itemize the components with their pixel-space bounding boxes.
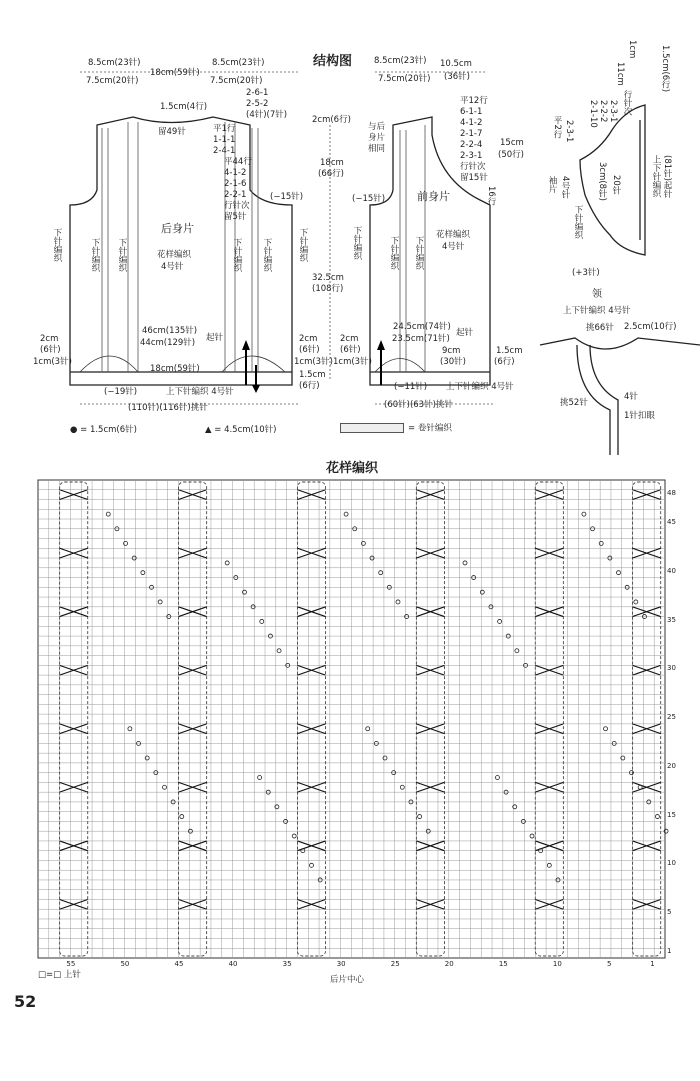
mid-height3: 32.5cm	[312, 273, 344, 283]
chart-yarn-over	[158, 600, 162, 604]
chart-cable-cross	[179, 665, 207, 675]
chart-cable-cross	[60, 724, 88, 734]
chart-yarn-over	[366, 727, 370, 731]
chart-yarn-over	[634, 600, 638, 604]
chart-cable-cross	[60, 841, 88, 851]
front-width23: 23.5cm(71针)	[392, 334, 450, 344]
front-piece-name: 前身片	[417, 190, 450, 203]
chart-cable-cross	[297, 607, 325, 617]
front-hem-sub: (6针)	[340, 345, 361, 355]
back-hem-left-sub2: 1cm(3针)	[33, 357, 72, 367]
sleeve-inc: (+3针)	[572, 268, 600, 278]
back-shoulder-right: 8.5cm(23针)	[212, 58, 265, 68]
front-neck-dec-4: 2-2-4	[460, 140, 483, 150]
chart-yarn-over	[400, 785, 404, 789]
chart-cable-cross	[416, 548, 444, 558]
sleeve-down: 下针编织	[573, 205, 583, 239]
chart-cable-cross	[60, 548, 88, 558]
chart-cable-cross	[633, 782, 661, 792]
back-down-left2: 下针编织	[117, 238, 127, 272]
mid-height3-sub: (108行)	[312, 284, 344, 294]
front-pick: (60针)(63针)挑针	[384, 400, 453, 410]
chart-cable-cross	[297, 665, 325, 675]
collar-pick: 挑66针	[586, 323, 614, 333]
chart-cable-cross	[416, 665, 444, 675]
chart-yarn-over	[277, 649, 281, 653]
chart-cable-cross	[179, 548, 207, 558]
front-side-dec: (−15针)	[352, 194, 386, 204]
front-neck-sub: (36针)	[444, 72, 470, 82]
front-neck-h: 15cm	[500, 138, 524, 148]
chart-yarn-over	[547, 863, 551, 867]
front-down-outer: 下针编织	[352, 226, 362, 260]
chart-cable-cross	[60, 490, 88, 500]
back-down-right: 下针编织	[262, 238, 272, 272]
sleeve-stitches: 3cm(8针)	[597, 162, 607, 201]
front-width9: 9cm	[442, 346, 461, 356]
back-flat1: 平1行	[213, 124, 236, 134]
front-pattern: 花样编织	[436, 230, 471, 240]
back-neck-leave: 留49针	[158, 127, 186, 137]
front-neck-rows: 16行	[486, 186, 496, 206]
chart-yarn-over	[260, 619, 264, 623]
back-piece-name: 后身片	[161, 222, 194, 235]
back-side-dec: (−15针)	[270, 192, 304, 202]
back-shoulder-right-sub: 7.5cm(20针)	[210, 76, 263, 86]
chart-cable-cross	[633, 548, 661, 558]
chart-yarn-over	[145, 756, 149, 760]
chart-yarn-over	[498, 619, 502, 623]
chart-yarn-over	[310, 863, 314, 867]
sleeve-note: 行针次	[622, 90, 632, 116]
back-inc: (−19针)	[104, 387, 138, 397]
chart-col-label: 55	[66, 960, 76, 968]
chart-cable-cross	[633, 724, 661, 734]
chart-cable-cross	[297, 548, 325, 558]
chart-yarn-over	[344, 512, 348, 516]
chart-yarn-over	[655, 815, 659, 819]
collar-width: 2.5cm(10行)	[624, 322, 677, 332]
chart-yarn-over	[383, 756, 387, 760]
chart-row-label: 40	[667, 566, 676, 575]
chart-yarn-over	[361, 541, 365, 545]
back-rib: 上下针编织 4号针	[166, 387, 234, 397]
front-neck-dec-1: 6-1-1	[460, 107, 483, 117]
chart-cable-cross	[416, 782, 444, 792]
chart-yarn-over	[530, 834, 534, 838]
chart-yarn-over	[106, 512, 110, 516]
chart-yarn-over	[513, 805, 517, 809]
chart-cable-cross	[297, 782, 325, 792]
front-neck-dec-3: 2-1-7	[460, 129, 483, 139]
back-arm-note: 行针次	[224, 201, 250, 211]
chart-cable-cross	[60, 899, 88, 909]
chart-col-label: 50	[120, 960, 130, 968]
chart-yarn-over	[225, 561, 229, 565]
back-neck-dec-3: (4针)(7针)	[246, 110, 288, 120]
front-bottom-r-sub: (6行)	[494, 357, 515, 367]
collar-rib: 上下针编织 4号针	[563, 306, 631, 316]
chart-cable-cross	[535, 490, 563, 500]
sleeve-side: 1.5cm(6行)	[660, 45, 670, 93]
front-neck-dec-2: 4-1-2	[460, 118, 483, 128]
back-neck-dec-2: 2-5-2	[246, 99, 269, 109]
back-width46: 46cm(135针)	[142, 326, 198, 336]
chart-row-label: 10	[667, 859, 676, 868]
chart-yarn-over	[480, 590, 484, 594]
sleeve-dec-3: 2-2-2	[598, 100, 608, 123]
chart-col-label: 20	[444, 960, 454, 968]
collar-buttonhole: 1针扣眼	[624, 411, 655, 421]
chart-cable-cross	[633, 665, 661, 675]
front-inc: (−11针)	[394, 382, 428, 392]
back-dec1-b: 2-4-1	[213, 146, 236, 156]
chart-cable-cross	[416, 607, 444, 617]
back-hem-right-sub2: 1cm(3针)	[294, 357, 333, 367]
sleeve-flat: 平2行	[552, 116, 562, 139]
back-pattern: 花样编织	[157, 250, 192, 260]
back-down-right2: 下针编织	[232, 238, 242, 272]
chart-cable-cross	[535, 665, 563, 675]
back-start: 起针	[206, 333, 224, 343]
collar-left-pick: 挑52针	[560, 398, 588, 408]
chart-cable-cross	[60, 782, 88, 792]
back-hem-left: 2cm	[40, 334, 59, 344]
sleeve-top: 1cm	[627, 40, 637, 59]
mid-height2: 18cm	[320, 158, 344, 168]
structure-title: 结构图	[313, 54, 353, 69]
sleeve-rows20: 20针	[611, 175, 621, 195]
back-neck-width: 18cm(59针)	[150, 68, 200, 78]
back-arm-dec-3: 2-2-1	[224, 190, 247, 200]
chart-row-label: 30	[667, 664, 676, 673]
chart-cable-cross	[297, 490, 325, 500]
chart-yarn-over	[604, 727, 608, 731]
front-hem: 2cm	[340, 334, 359, 344]
chart-col-label: 45	[174, 960, 184, 968]
chart-yarn-over	[495, 776, 499, 780]
back-hem-right-sub: (6针)	[299, 345, 320, 355]
chart-cable-cross	[179, 899, 207, 909]
chart-row-label: 20	[667, 761, 676, 770]
mid-height2-sub: (66行)	[318, 169, 344, 179]
back-arm-dec-1: 4-1-2	[224, 168, 247, 178]
chart-cable-cross	[416, 899, 444, 909]
chart-yarn-over	[418, 815, 422, 819]
chart-cable-cross	[633, 899, 661, 909]
back-down-outer-right: 下针编织	[298, 228, 308, 262]
sleeve-rib-sub: (81针)起针	[662, 155, 672, 198]
chart-col-label: 30	[336, 960, 346, 968]
chart-row-label: 5	[667, 908, 672, 917]
front-width9-sub: (30针)	[440, 357, 466, 367]
chart-yarn-over	[379, 571, 383, 575]
front-needle: 4号针	[442, 242, 465, 252]
chart-row-label: 45	[667, 518, 676, 527]
back-shoulder-left: 8.5cm(23针)	[88, 58, 141, 68]
back-arm-leave: 留5针	[224, 212, 247, 222]
front-hem-sub2: 1cm(3针)	[333, 357, 372, 367]
chart-yarn-over	[242, 590, 246, 594]
chart-row-label: 15	[667, 810, 676, 819]
front-flat12: 平12行	[460, 96, 488, 106]
front-same-1: 与后	[368, 122, 386, 132]
chart-yarn-over	[396, 600, 400, 604]
sleeve-name: 袖片	[547, 176, 557, 193]
chart-cable-cross	[179, 841, 207, 851]
legend-roll-label: = 卷针编织	[408, 423, 452, 434]
sleeve-dec-1: 2-3-1	[564, 120, 574, 143]
chart-yarn-over	[599, 541, 603, 545]
page-number: 52	[14, 992, 37, 1011]
sleeve-top-rows: 11cm	[615, 62, 625, 86]
chart-yarn-over	[292, 834, 296, 838]
back-width44: 44cm(129针)	[140, 338, 196, 348]
chart-col-label: 35	[282, 960, 292, 968]
chart-yarn-over	[617, 571, 621, 575]
collar-name: 领	[592, 289, 602, 300]
front-down-2: 下针编织	[414, 236, 424, 270]
chart-row-label: 1	[667, 947, 672, 956]
sleeve-rib: 上下针编织	[651, 155, 661, 198]
chart-cable-cross	[60, 665, 88, 675]
back-bottom-width: 18cm(59针)	[150, 364, 200, 374]
chart-key: □=□ 上针	[38, 970, 81, 980]
back-neck-dec-1: 2-6-1	[246, 88, 269, 98]
chart-cable-cross	[535, 724, 563, 734]
chart-col-label: 1	[650, 960, 655, 968]
chart-col-label: 5	[606, 960, 612, 968]
chart-yarn-over	[582, 512, 586, 516]
sleeve-dec-4: 2-3-1	[608, 100, 618, 123]
chart-cable-cross	[179, 782, 207, 792]
chart-cable-cross	[179, 724, 207, 734]
front-neck-h-sub: (50行)	[498, 150, 524, 160]
chart-yarn-over	[515, 649, 519, 653]
chart-col-label: 15	[498, 960, 508, 968]
chart-cable-cross	[633, 841, 661, 851]
mid-bottom: 1.5cm	[299, 370, 326, 380]
front-down-1: 下针编织	[389, 236, 399, 270]
back-arm-dec-2: 2-1-6	[224, 179, 247, 189]
chart-cable-cross	[297, 724, 325, 734]
chart-yarn-over	[258, 776, 262, 780]
chart-cable-cross	[633, 607, 661, 617]
chart-title: 花样编织	[326, 461, 379, 476]
chart-yarn-over	[621, 756, 625, 760]
chart-cable-cross	[633, 490, 661, 500]
back-hem-right: 2cm	[299, 334, 318, 344]
legend-triangle: ▲ = 4.5cm(10针)	[205, 425, 277, 435]
chart-cable-cross	[179, 490, 207, 500]
chart-cable-cross	[416, 724, 444, 734]
chart-yarn-over	[180, 815, 184, 819]
back-pick: (110针)(116针)挑针	[128, 403, 208, 413]
mid-bottom-sub: (6行)	[299, 381, 320, 391]
front-rib: 上下针编织 4号针	[446, 382, 514, 392]
chart-yarn-over	[141, 571, 145, 575]
back-neck-rows: 1.5cm(4行)	[160, 102, 208, 112]
back-flat44: 平44行	[224, 157, 252, 167]
chart-cable-cross	[535, 607, 563, 617]
front-shoulder: 8.5cm(23针)	[374, 56, 427, 66]
sleeve-rows4: 4号针	[560, 176, 570, 199]
front-width24: 24.5cm(74针)	[393, 322, 451, 332]
chart-yarn-over	[128, 727, 132, 731]
front-start: 起针	[456, 328, 474, 338]
chart-col-label: 40	[228, 960, 238, 968]
front-neck-note: 行针次	[460, 162, 486, 172]
chart-cable-cross	[179, 607, 207, 617]
chart-yarn-over	[162, 785, 166, 789]
chart-cable-cross	[416, 841, 444, 851]
chart-cable-cross	[60, 607, 88, 617]
chart-cable-cross	[535, 899, 563, 909]
back-needle: 4号针	[161, 262, 184, 272]
collar-four: 4针	[624, 392, 638, 402]
chart-yarn-over	[275, 805, 279, 809]
front-same-3: 相同	[368, 144, 386, 154]
front-neck-leave: 留15针	[460, 173, 488, 183]
chart-col-label: 10	[552, 960, 562, 968]
legend-dot: ● = 1.5cm(6针)	[70, 425, 137, 435]
chart-cable-cross	[297, 899, 325, 909]
back-down-outer-left: 下针编织	[52, 228, 62, 262]
chart-yarn-over	[124, 541, 128, 545]
front-neck: 10.5cm	[440, 59, 472, 69]
chart-row-label: 48	[667, 488, 676, 497]
back-shoulder-left-sub: 7.5cm(20针)	[86, 76, 139, 86]
front-same-2: 身片	[368, 133, 386, 143]
chart-cable-cross	[416, 490, 444, 500]
front-shoulder-sub: 7.5cm(20针)	[378, 74, 431, 84]
chart-yarn-over	[463, 561, 467, 565]
chart-row-label: 35	[667, 615, 676, 624]
sleeve-dec-2: 2-1-10	[588, 100, 598, 128]
back-dec1-a: 1-1-1	[213, 135, 236, 145]
chart-center-label: 后片中心	[330, 975, 365, 985]
chart-cable-cross	[535, 548, 563, 558]
front-neck-dec-5: 2-3-1	[460, 151, 483, 161]
chart-yarn-over	[638, 785, 642, 789]
chart-row-label: 25	[667, 713, 676, 722]
back-hem-left-sub: (6针)	[40, 345, 61, 355]
chart-cable-cross	[535, 782, 563, 792]
mid-height1: 2cm(6行)	[312, 115, 351, 125]
front-bottom-r: 1.5cm	[496, 346, 523, 356]
back-down-left: 下针编织	[90, 238, 100, 272]
chart-col-label: 25	[390, 960, 400, 968]
